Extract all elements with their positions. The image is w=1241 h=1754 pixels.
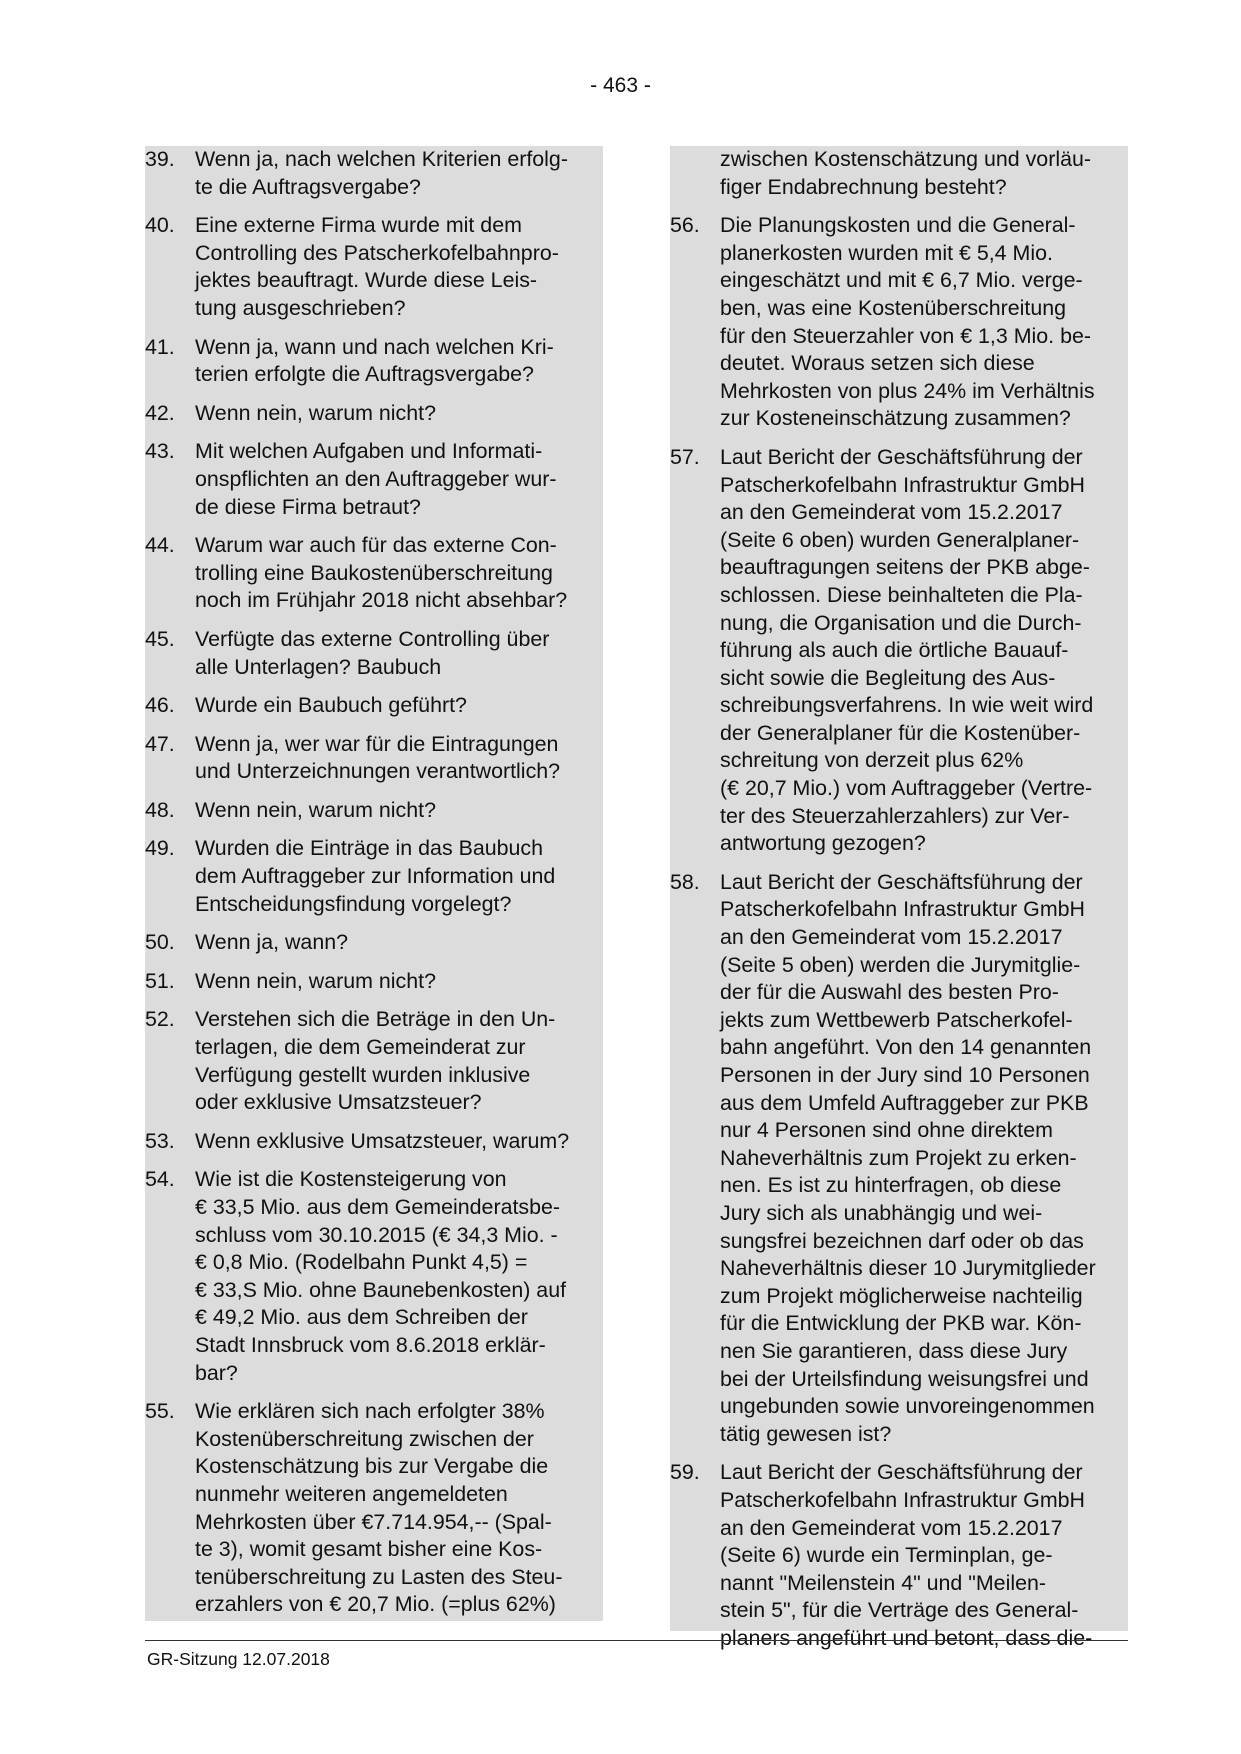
question-text: Wenn ja, wann und nach welchen Kri- terien erfolgte die Auftragsvergabe?: [195, 334, 554, 387]
question-46: [145, 692, 603, 720]
left-column: [145, 146, 603, 1621]
question-42: [145, 400, 603, 428]
question-number: 48.: [145, 797, 175, 822]
question-text: Wenn ja, wann?: [195, 930, 349, 955]
question-number: 45.: [145, 626, 175, 651]
question-number: 51.: [145, 968, 175, 993]
question-53: [145, 1128, 603, 1156]
question-text: Wenn nein, warum nicht?: [195, 968, 436, 993]
question-48: [145, 797, 603, 825]
question-number: 46.: [145, 693, 175, 718]
question-number: 53.: [145, 1128, 175, 1153]
question-number: 41.: [145, 334, 175, 359]
question-54: [145, 1166, 603, 1387]
question-text: Wurde ein Baubuch geführt?: [195, 693, 467, 718]
question-number: 52.: [145, 1007, 175, 1032]
question-text: Verfügte das externe Controlling über alle Unterlagen? Baubuch: [195, 626, 550, 679]
question-text: Laut Bericht der Geschäftsführung der Patscherkofelbahn Infrastruktur GmbH an den Gemeinderat vom 15.2.2017 (Seite 6 oben) wurden Generalplaner- beauftragungen seitens der PKB abge- schlossen. Diese beinhalteten die Pla- nung, die Organisation und die Durch- führung als auch die örtliche Bauauf- sicht sowie die Begleitung des Aus- schreibungsverfahrens. In wie weit wird der Generalplaner für die Kostenüber- schreitung von derzeit plus 62% (€ 20,7 Mio.) vom Auftraggeber (Vertre- ter des Steuerzahlerzahlers) zur Ver- antwortung gezogen?: [720, 444, 1094, 856]
question-57: [670, 444, 1128, 858]
question-text: Verstehen sich die Beträge in den Un- terlagen, die dem Gemeinderat zur Verfügung gestellt wurden inklusive oder exklusive Umsatzsteuer?: [195, 1007, 556, 1115]
question-number: 58.: [670, 869, 700, 894]
question-49: [145, 835, 603, 918]
footer-divider: [145, 1640, 1128, 1641]
footer-session-label: GR-Sitzung 12.07.2018: [147, 1649, 330, 1669]
question-44: [145, 532, 603, 615]
question-39: [145, 146, 603, 201]
question-58: [670, 869, 1128, 1448]
question-text: Laut Bericht der Geschäftsführung der Patscherkofelbahn Infrastruktur GmbH an den Gemeinderat vom 15.2.2017 (Seite 5 oben) werden die Jurymitglie- der für die Auswahl des besten Pro- jekts zum Wettbewerb Patscherkofel- bahn angeführt. Von den 14 genannten Personen in der Jury sind 10 Personen aus dem Umfeld Auftraggeber zur PKB nur 4 Personen sind ohne direktem Naheverhältnis zum Projekt zu erken- nen. Es ist zu hinterfragen, ob diese Jury sich als unabhängig und wei- sungsfrei bezeichnen darf oder ob das Naheverhältnis dieser 10 Jurymitglieder zum Projekt möglicherweise nachteilig für die Entwicklung der PKB war. Kön- nen Sie garantieren, dass diese Jury bei der Urteilsfindung weisungsfrei und ungebunden sowie unvoreingenommen tätig gewesen ist?: [720, 869, 1096, 1446]
question-number: 44.: [145, 533, 175, 558]
question-number: 42.: [145, 400, 175, 425]
question-text: Laut Bericht der Geschäftsführung der Patscherkofelbahn Infrastruktur GmbH an den Gemeinderat vom 15.2.2017 (Seite 6) wurde ein Terminplan, ge- nannt "Meilenstein 4" und "Meilen- stein 5", für die Verträge des General- planers angeführt und betont, dass die-: [720, 1460, 1093, 1650]
question-text: Eine externe Firma wurde mit dem Controlling des Patscherkofelbahnpro- jektes beauftragt. Wurde diese Leis- tung ausgeschrieben?: [195, 213, 559, 320]
question-number: 43.: [145, 439, 175, 464]
question-text: Wenn ja, nach welchen Kriterien erfolg- te die Auftragsvergabe?: [195, 147, 568, 199]
question-40: [145, 212, 603, 322]
question-text: Wie ist die Kostensteigerung von € 33,5 Mio. aus dem Gemeinderatsbe- schluss vom 30.10.2015 (€ 34,3 Mio. - € 0,8 Mio. (Rodelbahn Punkt 4,5) = € 33,S Mio. ohne Baunebenkosten) auf € 49,2 Mio. aus dem Schreiben der Stadt Innsbruck vom 8.6.2018 erklär- bar?: [195, 1167, 567, 1385]
question-text: Wenn nein, warum nicht?: [195, 797, 436, 822]
question-text: Mit welchen Aufgaben und Informati- onspflichten an den Auftraggeber wur- de diese Firma betraut?: [195, 439, 557, 519]
question-text: Wie erklären sich nach erfolgter 38% Kostenüberschreitung zwischen der Kostenschätzung bis zur Vergabe die nunmehr weiteren angemeldeten Mehrkosten über €7.714.954,-- (Spal- te 3), womit gesamt bisher eine Kos- tenüberschreitung zu Lasten des Steu- erzahlers von € 20,7 Mio. (=plus 62%): [195, 1399, 563, 1617]
question-text: Warum war auch für das externe Con- trolling eine Baukostenüberschreitung noch im Frühjahr 2018 nicht absehbar?: [195, 533, 568, 613]
question-number: 49.: [145, 836, 175, 861]
question-text: Wenn nein, warum nicht?: [195, 400, 436, 425]
question-number: 50.: [145, 930, 175, 955]
question-number: 54.: [145, 1167, 175, 1192]
question-text: Wenn exklusive Umsatzsteuer, warum?: [195, 1128, 570, 1153]
question-52: [145, 1006, 603, 1116]
question-55-continuation: zwischen Kostenschätzung und vorläu- figer Endabrechnung besteht?: [720, 147, 1091, 199]
question-text: Wenn ja, wer war für die Eintragungen und Unterzeichnungen verantwortlich?: [195, 731, 561, 784]
question-55: [145, 1398, 603, 1619]
question-number: 56.: [670, 213, 700, 238]
question-number: 57.: [670, 444, 700, 469]
question-50: [145, 929, 603, 957]
question-number: 47.: [145, 731, 175, 756]
question-45: [145, 626, 603, 681]
question-47: [145, 731, 603, 786]
question-number: 59.: [670, 1460, 700, 1485]
question-number: 39.: [145, 147, 175, 171]
question-51: [145, 968, 603, 996]
question-text: Wurden die Einträge in das Baubuch dem Auftraggeber zur Information und Entscheidungsfindung vorgelegt?: [195, 836, 556, 916]
question-number: 40.: [145, 213, 175, 238]
right-column: [670, 146, 1128, 1650]
question-number: 55.: [145, 1399, 175, 1424]
question-59: [670, 1459, 1128, 1652]
question-text: Die Planungskosten und die General- planerkosten wurden mit € 5,4 Mio. eingeschätzt und mit € 6,7 Mio. verge- ben, was eine Kostenüberschreitung für den Steuerzahler von € 1,3 Mio. be- deutet. Woraus setzen sich diese Mehrkosten von plus 24% im Verhältnis zur Kosteneinschätzung zusammen?: [720, 213, 1095, 431]
question-56: [670, 212, 1128, 433]
question-43: [145, 438, 603, 521]
question-41: [145, 334, 603, 389]
page-number: - 463 -: [590, 74, 651, 97]
